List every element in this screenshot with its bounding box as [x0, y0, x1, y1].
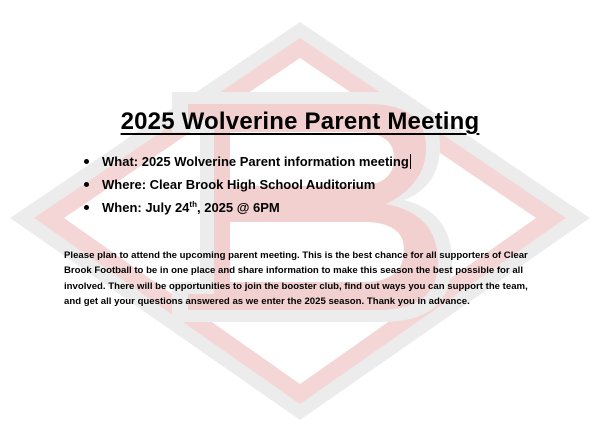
- when-date-superscript: th: [189, 200, 197, 209]
- body-paragraph: Please plan to attend the upcoming parent meeting. This is the best chance for all supporters of Clear Brook Football to be in one place and share information to make this season the best possible for all involved. There will be opportunities to join the booster club, find out ways you can support the team, and get all your questions answered as we enter the 2025 season. Thank you in advance.: [64, 250, 528, 308]
- list-item-what: [84, 152, 411, 175]
- where-text: Where: Clear Brook High School Auditorium: [102, 177, 376, 192]
- bullet-icon: [84, 159, 89, 164]
- page-title: 2025 Wolverine Parent Meeting: [120, 108, 480, 135]
- list-item-where: [84, 175, 411, 198]
- bullet-icon: [84, 182, 89, 187]
- when-text-prefix: When: July 24: [102, 200, 190, 215]
- meeting-details-list: [84, 152, 411, 221]
- bullet-icon: [84, 205, 89, 210]
- list-item-when: [84, 198, 411, 221]
- when-text-suffix: , 2025 @ 6PM: [196, 200, 280, 215]
- text-cursor: [410, 154, 411, 169]
- what-text: What: 2025 Wolverine Parent information meeting: [102, 154, 409, 169]
